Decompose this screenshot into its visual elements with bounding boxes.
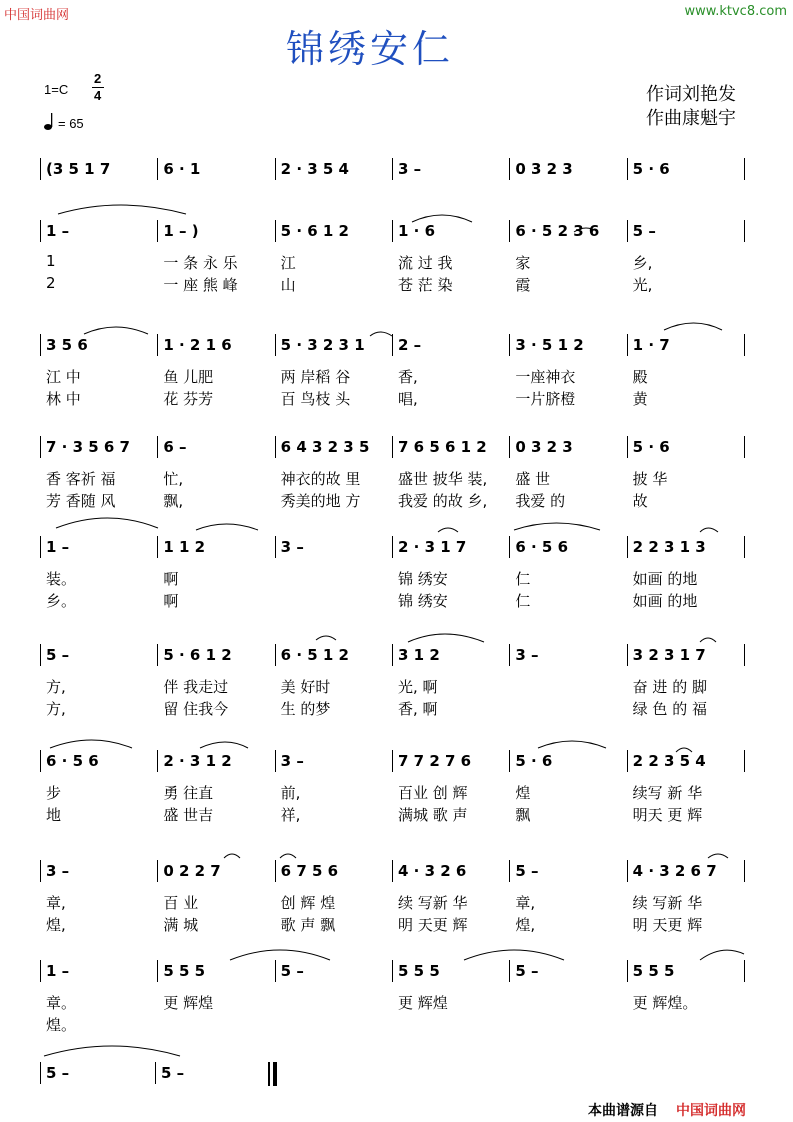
lyric-2: 霞 xyxy=(515,276,531,294)
measure-notes: 6 · 1 xyxy=(163,160,201,178)
measure-notes: 6 · 5 6 xyxy=(46,752,99,770)
slur xyxy=(58,205,186,214)
measure-notes: 5 – xyxy=(515,962,539,980)
measure-notes: 5 – xyxy=(161,1064,185,1082)
final-barline-thick xyxy=(273,1062,277,1086)
lyric-1: 鱼 儿肥 xyxy=(163,368,214,386)
measure-notes: 3 2 3 1 7 xyxy=(632,646,706,664)
slur xyxy=(676,748,692,752)
composer: 作曲康魁宇 xyxy=(646,108,736,129)
measure-notes: 2 · 3 5 4 xyxy=(280,160,349,178)
lyric-1: 美 好时 xyxy=(280,678,331,696)
lyric-2: 啊 xyxy=(163,592,179,610)
lyric-1: 流 过 我 xyxy=(398,254,453,272)
lyric-1: 啊 xyxy=(163,570,179,588)
lyric-2: 绿 色 的 福 xyxy=(632,700,707,718)
measure-notes: 1 – ) xyxy=(163,222,199,240)
lyric-2: 煌, xyxy=(515,916,536,934)
lyric-2: 满城 歌 声 xyxy=(398,806,468,824)
lyric-1: 乡, xyxy=(632,254,653,272)
slur xyxy=(438,528,458,532)
measure-notes: 5 · 6 xyxy=(515,752,553,770)
measure-notes: 2 – xyxy=(398,336,422,354)
measure-notes: 2 2 3 5 4 xyxy=(632,752,706,770)
lyric-2: 光, xyxy=(632,276,653,294)
lyric-1: 更 辉煌 xyxy=(163,994,214,1012)
lyric-1: 如画 的地 xyxy=(632,570,698,588)
lyric-2: 盛 世吉 xyxy=(163,806,214,824)
lyric-1: 一座神衣 xyxy=(515,368,576,386)
lyric-2: 一 座 熊 峰 xyxy=(163,276,238,294)
slur xyxy=(700,528,718,532)
measure-notes: 5 – xyxy=(515,862,539,880)
lyric-1: 百 业 xyxy=(163,894,199,912)
lyric-2: 明 天更 辉 xyxy=(632,916,703,934)
slur xyxy=(84,327,148,334)
slur xyxy=(664,323,722,330)
lyric-2: 唱, xyxy=(398,390,418,408)
slur xyxy=(574,228,598,232)
time-sig-bottom: 4 xyxy=(94,88,102,103)
lyric-1: 两 岸稻 谷 xyxy=(280,368,351,386)
lyric-1: 前, xyxy=(280,784,301,802)
lyric-1: 盛世 披华 装, xyxy=(398,470,488,488)
time-sig-top: 2 xyxy=(94,71,102,86)
measure-notes: 3 · 5 1 2 xyxy=(515,336,584,354)
lyric-1: 江 xyxy=(280,254,296,272)
measure-notes: 1 – xyxy=(46,962,70,980)
lyric-2: 生 的梦 xyxy=(280,700,331,718)
measure-notes: 6 · 5 1 2 xyxy=(280,646,349,664)
lyric-1: 方, xyxy=(46,678,66,696)
lyric-2: 留 住我今 xyxy=(163,700,229,718)
watermark-left: 中国词曲网 xyxy=(4,8,70,23)
footer-site-link[interactable]: 中国词曲网 xyxy=(676,1103,746,1119)
lyric-1: 仁 xyxy=(515,570,531,588)
measure-notes: 2 2 3 1 3 xyxy=(632,538,706,556)
lyric-1: 神衣的故 里 xyxy=(280,470,361,488)
slur xyxy=(200,742,248,748)
final-barline xyxy=(268,1062,270,1086)
measure-notes: 4 · 3 2 6 7 xyxy=(632,862,717,880)
measure-notes: 2 · 3 1 7 xyxy=(398,538,467,556)
slur xyxy=(50,740,132,748)
measure-notes: 5 · 6 xyxy=(632,160,670,178)
lyric-1: 伴 我走过 xyxy=(163,678,229,696)
lyric-1: 百业 创 辉 xyxy=(398,784,468,802)
footer-source-label: 本曲谱源自 xyxy=(588,1103,658,1119)
lyric-1: 装。 xyxy=(46,570,77,588)
lyric-1: 章。 xyxy=(46,994,77,1012)
lyric-2: 2 xyxy=(46,274,56,292)
measure-notes: 5 5 5 xyxy=(632,962,675,980)
slur xyxy=(196,524,258,530)
slur xyxy=(412,215,472,222)
measure-notes: 6 7 5 6 xyxy=(280,862,339,880)
measure-notes: 6 · 5 6 xyxy=(515,538,569,556)
lyric-2: 仁 xyxy=(515,592,531,610)
measure-notes: 5 · 6 1 2 xyxy=(280,222,349,240)
lyric-2: 一片脐橙 xyxy=(515,390,576,408)
key-signature: 1=C xyxy=(44,82,69,97)
lyric-1: 家 xyxy=(515,254,531,272)
measure-notes: 7 6 5 6 1 2 xyxy=(398,438,487,456)
measure-notes: 1 1 2 xyxy=(163,538,206,556)
lyric-2: 山 xyxy=(280,276,296,294)
lyric-2: 满 城 xyxy=(163,916,199,934)
measure-notes: 5 · 3 2 3 1 xyxy=(280,336,365,354)
lyric-1: 续写 新 华 xyxy=(632,784,703,802)
measure-notes: 1 · 6 xyxy=(398,222,436,240)
lyric-2: 我爱 的 xyxy=(515,492,566,510)
lyric-2: 祥, xyxy=(280,806,301,824)
lyric-2: 乡。 xyxy=(46,592,77,610)
slur xyxy=(538,741,606,748)
lyric-1: 香, xyxy=(398,368,418,386)
lyric-1: 煌 xyxy=(515,784,531,802)
lyric-2: 秀美的地 方 xyxy=(280,492,361,510)
lyricist: 作词刘艳发 xyxy=(646,84,736,105)
lyric-2: 明天 更 辉 xyxy=(632,806,703,824)
slur xyxy=(370,332,392,336)
measure-notes: 3 5 6 xyxy=(46,336,88,354)
measure-notes: 0 3 2 3 xyxy=(515,160,573,178)
slur xyxy=(708,854,728,858)
measure-notes: 3 – xyxy=(280,752,304,770)
measure-notes: 1 – xyxy=(46,222,70,240)
lyric-2: 飘 xyxy=(515,806,531,824)
measure-notes: (3 5 1 7 xyxy=(46,160,111,178)
measure-notes: 3 – xyxy=(398,160,422,178)
lyric-1: 光, 啊 xyxy=(398,678,438,696)
lyric-1: 盛 世 xyxy=(515,470,551,488)
measure-notes: 4 · 3 2 6 xyxy=(398,862,467,880)
lyric-2: 我爱 的故 乡, xyxy=(398,492,488,510)
lyric-2: 方, xyxy=(46,700,66,718)
lyric-2: 香, 啊 xyxy=(398,700,438,718)
measure-notes: 5 – xyxy=(46,1064,70,1082)
slur xyxy=(224,854,240,858)
measure-notes: 5 · 6 1 2 xyxy=(163,646,232,664)
lyric-2: 明 天更 辉 xyxy=(398,916,468,934)
lyric-2: 煌, xyxy=(46,916,66,934)
measure-notes: 5 · 6 xyxy=(632,438,670,456)
measure-notes: 7 7 2 7 6 xyxy=(398,752,472,770)
lyric-2: 林 中 xyxy=(46,390,81,408)
lyric-2: 芳 香随 风 xyxy=(46,492,116,510)
watermark-right: www.ktvc8.com xyxy=(684,4,787,19)
lyric-1: 续 写新 华 xyxy=(398,894,468,912)
slur xyxy=(316,636,336,640)
measure-notes: 3 1 2 xyxy=(398,646,440,664)
slur xyxy=(44,1046,180,1056)
measure-notes: 2 · 3 1 2 xyxy=(163,752,232,770)
slur xyxy=(464,950,564,960)
lyric-1: 香 客祈 福 xyxy=(46,470,116,488)
measure-notes: 0 2 2 7 xyxy=(163,862,221,880)
measure-notes: 3 – xyxy=(280,538,304,556)
slur xyxy=(408,634,484,642)
measure-notes: 5 – xyxy=(46,646,70,664)
slur xyxy=(56,518,158,528)
lyric-2: 故 xyxy=(632,492,648,510)
slur xyxy=(700,638,716,642)
measure-notes: 5 5 5 xyxy=(163,962,206,980)
lyric-2: 飘, xyxy=(163,492,184,510)
lyric-1: 披 华 xyxy=(632,470,668,488)
lyric-2: 歌 声 飘 xyxy=(280,916,336,934)
lyric-1: 江 中 xyxy=(46,368,81,386)
footer-source xyxy=(588,1100,746,1120)
lyric-1: 章, xyxy=(515,894,536,912)
measure-notes: 5 – xyxy=(280,962,304,980)
lyric-2: 苍 茫 染 xyxy=(398,276,453,294)
lyric-1: 步 xyxy=(46,784,62,802)
lyric-2: 黄 xyxy=(632,390,648,408)
measure-notes: 5 – xyxy=(632,222,656,240)
slur xyxy=(514,523,600,530)
slur xyxy=(230,950,330,960)
measure-notes: 6 – xyxy=(163,438,187,456)
measure-notes: 3 – xyxy=(515,646,539,664)
slur xyxy=(700,950,744,960)
lyric-1: 一 条 永 乐 xyxy=(163,254,238,272)
slur xyxy=(280,854,296,858)
measure-notes: 6 4 3 2 3 5 xyxy=(280,438,370,456)
lyric-1: 忙, xyxy=(163,470,184,488)
lyric-1: 1 xyxy=(46,252,56,270)
lyric-1: 勇 往直 xyxy=(163,784,214,802)
lyric-1: 奋 进 的 脚 xyxy=(632,678,707,696)
lyric-1: 续 写新 华 xyxy=(632,894,703,912)
measure-notes: 1 · 2 1 6 xyxy=(163,336,232,354)
song-title: 锦绣安仁 xyxy=(286,27,455,71)
lyric-2: 地 xyxy=(46,806,62,824)
lyric-2: 锦 绣安 xyxy=(398,592,448,610)
measure-notes: 5 5 5 xyxy=(398,962,440,980)
lyric-2: 花 芬芳 xyxy=(163,390,214,408)
measure-notes: 1 · 7 xyxy=(632,336,670,354)
lyric-1: 章, xyxy=(46,894,66,912)
measure-notes: 3 – xyxy=(46,862,70,880)
tempo-mark: = 65 xyxy=(58,116,84,131)
lyric-2: 煌。 xyxy=(46,1016,77,1034)
lyric-1: 殿 xyxy=(632,368,648,386)
measure-notes: 6 · 5 2 3 6 xyxy=(515,222,600,240)
lyric-2: 百 鸟枝 头 xyxy=(280,390,351,408)
lyric-1: 锦 绣安 xyxy=(398,570,448,588)
lyric-1: 创 辉 煌 xyxy=(280,894,336,912)
measure-notes: 1 – xyxy=(46,538,70,556)
measure-notes: 0 3 2 3 xyxy=(515,438,573,456)
lyric-1: 更 辉煌。 xyxy=(632,994,698,1012)
measure-notes: 7 · 3 5 6 7 xyxy=(46,438,130,456)
lyric-2: 如画 的地 xyxy=(632,592,698,610)
lyric-1: 更 辉煌 xyxy=(398,994,448,1012)
